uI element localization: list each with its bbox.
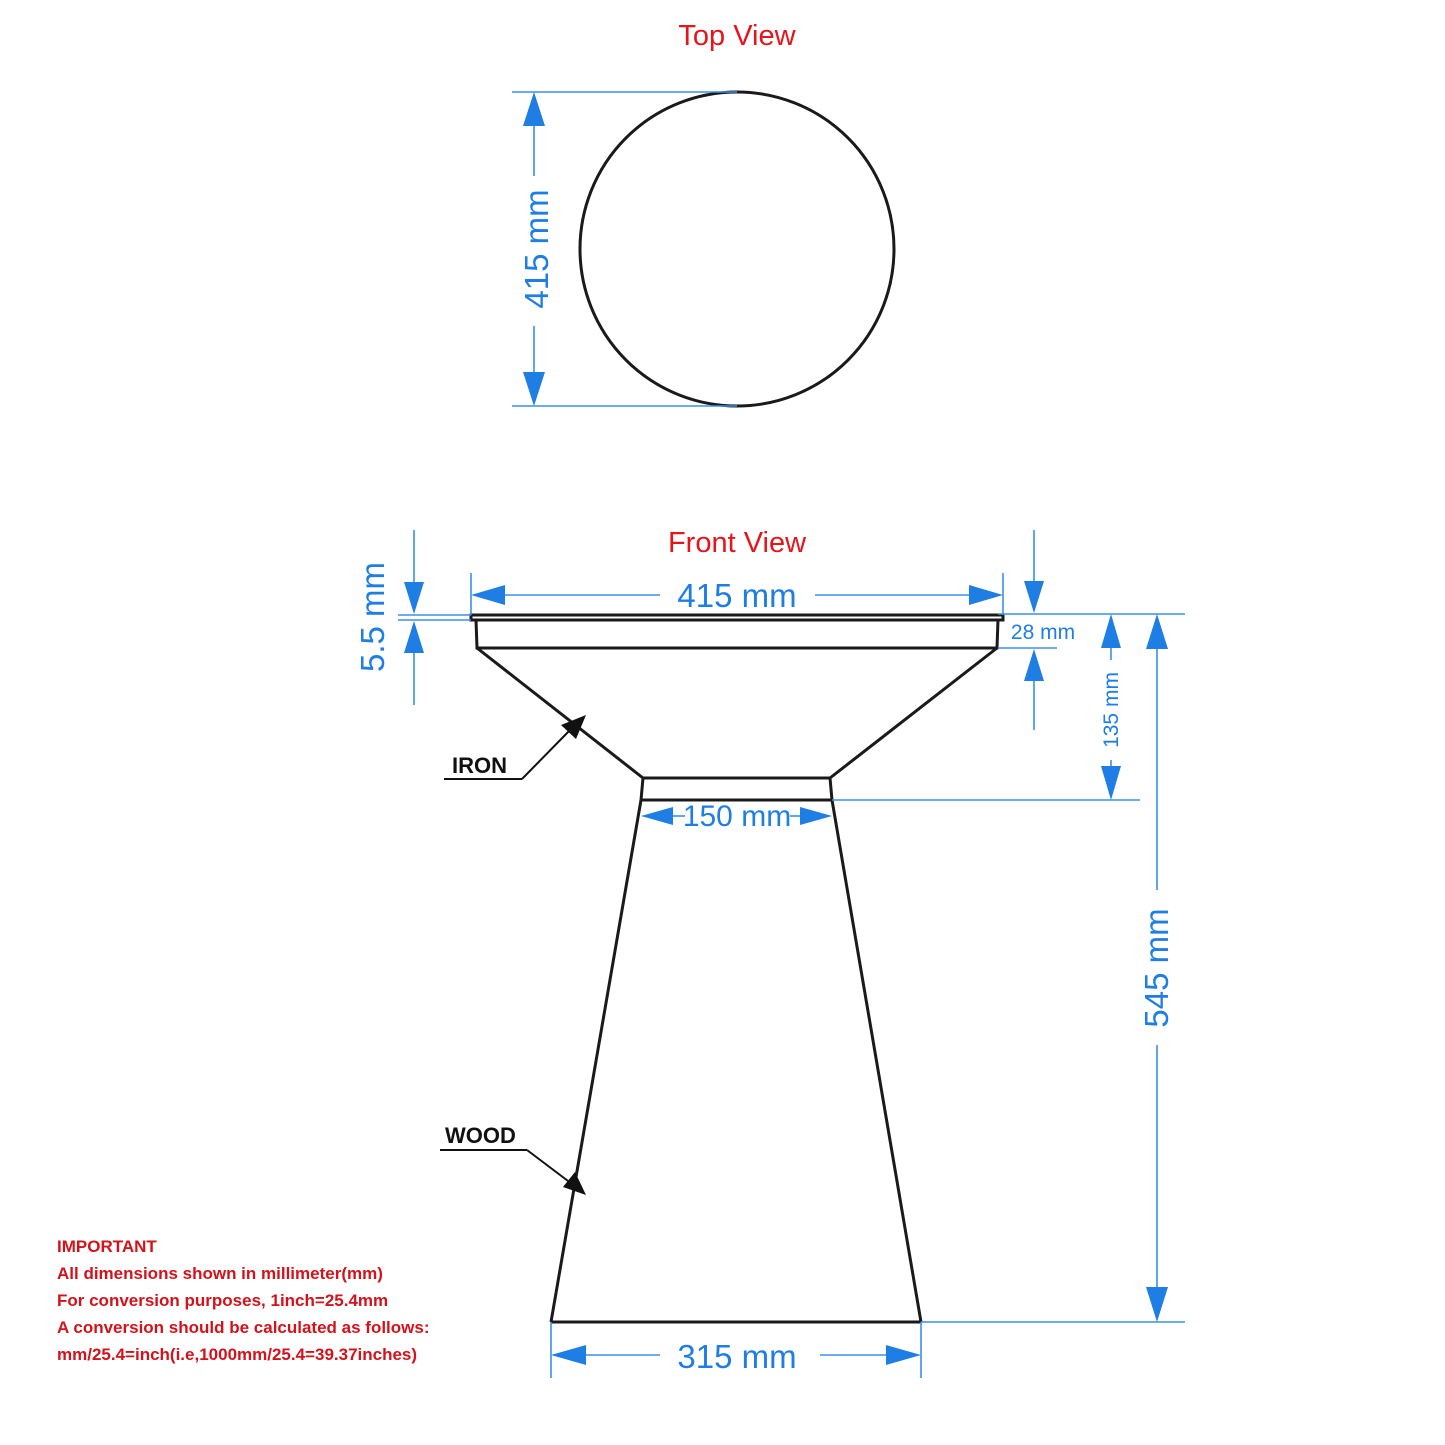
iron-rim xyxy=(476,620,998,648)
top-thickness-dimension xyxy=(354,530,471,705)
tabletop-plate xyxy=(471,615,1003,620)
front-view-title: Front View xyxy=(667,527,807,559)
iron-label: IRON xyxy=(452,753,507,778)
top-view-title: Top View xyxy=(678,20,796,52)
front-width-dimension xyxy=(471,573,1003,615)
wood-base-left xyxy=(551,800,641,1322)
iron-height-dimension xyxy=(832,614,1140,800)
total-height-label: 545 mm xyxy=(1138,908,1175,1028)
wood-base-right xyxy=(832,800,921,1322)
top-thickness-label: 5.5 mm xyxy=(354,561,391,673)
tabletop-circle xyxy=(580,92,894,406)
rim-height-label: 28 mm xyxy=(1010,621,1076,644)
iron-height-label: 135 mm xyxy=(1100,672,1123,748)
iron-callout xyxy=(444,715,586,779)
conversion-note xyxy=(57,1233,430,1368)
note-line: For conversion purposes, 1inch=25.4mm xyxy=(57,1291,389,1310)
top-diameter-label: 415 mm xyxy=(518,189,555,309)
wood-callout xyxy=(440,1123,586,1195)
note-heading: IMPORTANT xyxy=(57,1237,157,1256)
base-width-dimension xyxy=(551,1322,921,1378)
front-width-label: 415 mm xyxy=(677,577,797,614)
total-height-dimension xyxy=(921,614,1185,1322)
neck-width-label: 150 mm xyxy=(682,800,792,833)
neck-ring xyxy=(641,778,832,800)
note-line: A conversion should be calculated as follows: xyxy=(57,1318,430,1337)
base-width-label: 315 mm xyxy=(677,1338,797,1375)
note-line: All dimensions shown in millimeter(mm) xyxy=(57,1264,383,1283)
wood-label: WOOD xyxy=(445,1123,516,1148)
neck-width-dimension xyxy=(641,800,832,833)
note-line: mm/25.4=inch(i.e,1000mm/25.4=39.37inches) xyxy=(57,1345,418,1364)
